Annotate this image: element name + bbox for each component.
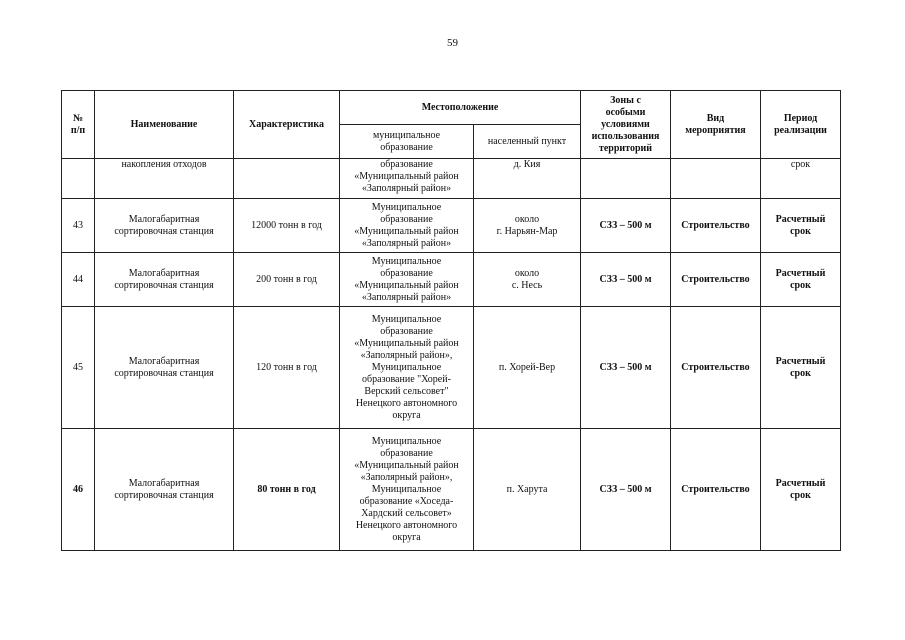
cell-num: 46: [62, 429, 95, 551]
header-name: Наименование: [95, 91, 234, 159]
header-num: № п/п: [62, 91, 95, 159]
cell-num: 43: [62, 199, 95, 253]
cell-period: срок: [761, 159, 841, 199]
cell-municipal: Муниципальное образование «Муниципальный район «Заполярный район», Муниципальное образование "Хорей- Верский сельсовет" Ненецкого автономного округа: [340, 307, 474, 429]
cell-name: Малогабаритная сортировочная станция: [95, 199, 234, 253]
cell-activity: Строительство: [671, 307, 761, 429]
cell-characteristic: [234, 159, 340, 199]
cell-characteristic: 12000 тонн в год: [234, 199, 340, 253]
cell-activity: Строительство: [671, 429, 761, 551]
table-row: [62, 199, 841, 253]
cell-settlement: д. Кия: [474, 159, 581, 199]
cell-name: Малогабаритная сортировочная станция: [95, 307, 234, 429]
cell-settlement: п. Хорей-Вер: [474, 307, 581, 429]
cell-settlement: п. Харута: [474, 429, 581, 551]
cell-num: 45: [62, 307, 95, 429]
cell-characteristic: 200 тонн в год: [234, 253, 340, 307]
header-period: Период реализации: [761, 91, 841, 159]
cell-municipal: Муниципальное образование «Муниципальный район «Заполярный район», Муниципальное образование «Хоседа- Хардский сельсовет» Ненецкого автономного округа: [340, 429, 474, 551]
cell-period: Расчетный срок: [761, 253, 841, 307]
cell-municipal: образование «Муниципальный район «Заполярный район»: [340, 159, 474, 199]
facilities-table: [61, 90, 841, 551]
cell-characteristic: 120 тонн в год: [234, 307, 340, 429]
cell-zone: СЗЗ – 500 м: [581, 253, 671, 307]
cell-period: Расчетный срок: [761, 199, 841, 253]
cell-activity: Строительство: [671, 199, 761, 253]
header-settlement: населенный пункт: [474, 125, 581, 159]
header-municipal: муниципальное образование: [340, 125, 474, 159]
cell-name: накопления отходов: [95, 159, 234, 199]
cell-name: Малогабаритная сортировочная станция: [95, 253, 234, 307]
cell-period: Расчетный срок: [761, 307, 841, 429]
header-row-1: [62, 91, 841, 125]
cell-zone: СЗЗ – 500 м: [581, 199, 671, 253]
cell-zone: СЗЗ – 500 м: [581, 307, 671, 429]
cell-zone: СЗЗ – 500 м: [581, 429, 671, 551]
header-zones: Зоны с особыми условиями использования территорий: [581, 91, 671, 159]
header-location: Местоположение: [340, 91, 581, 125]
cell-settlement: около с. Несь: [474, 253, 581, 307]
cell-activity: Строительство: [671, 253, 761, 307]
cell-period: Расчетный срок: [761, 429, 841, 551]
cell-zone: [581, 159, 671, 199]
cell-municipal: Муниципальное образование «Муниципальный район «Заполярный район»: [340, 199, 474, 253]
table-row: [62, 159, 841, 199]
table-row: [62, 429, 841, 551]
header-activity: Вид мероприятия: [671, 91, 761, 159]
header-characteristic: Характеристика: [234, 91, 340, 159]
table-row: [62, 307, 841, 429]
cell-num: 44: [62, 253, 95, 307]
cell-municipal: Муниципальное образование «Муниципальный район «Заполярный район»: [340, 253, 474, 307]
cell-settlement: около г. Нарьян-Мар: [474, 199, 581, 253]
cell-characteristic: 80 тонн в год: [234, 429, 340, 551]
cell-num: [62, 159, 95, 199]
page-number: 59: [447, 37, 458, 49]
cell-name: Малогабаритная сортировочная станция: [95, 429, 234, 551]
table-row: [62, 253, 841, 307]
cell-activity: [671, 159, 761, 199]
